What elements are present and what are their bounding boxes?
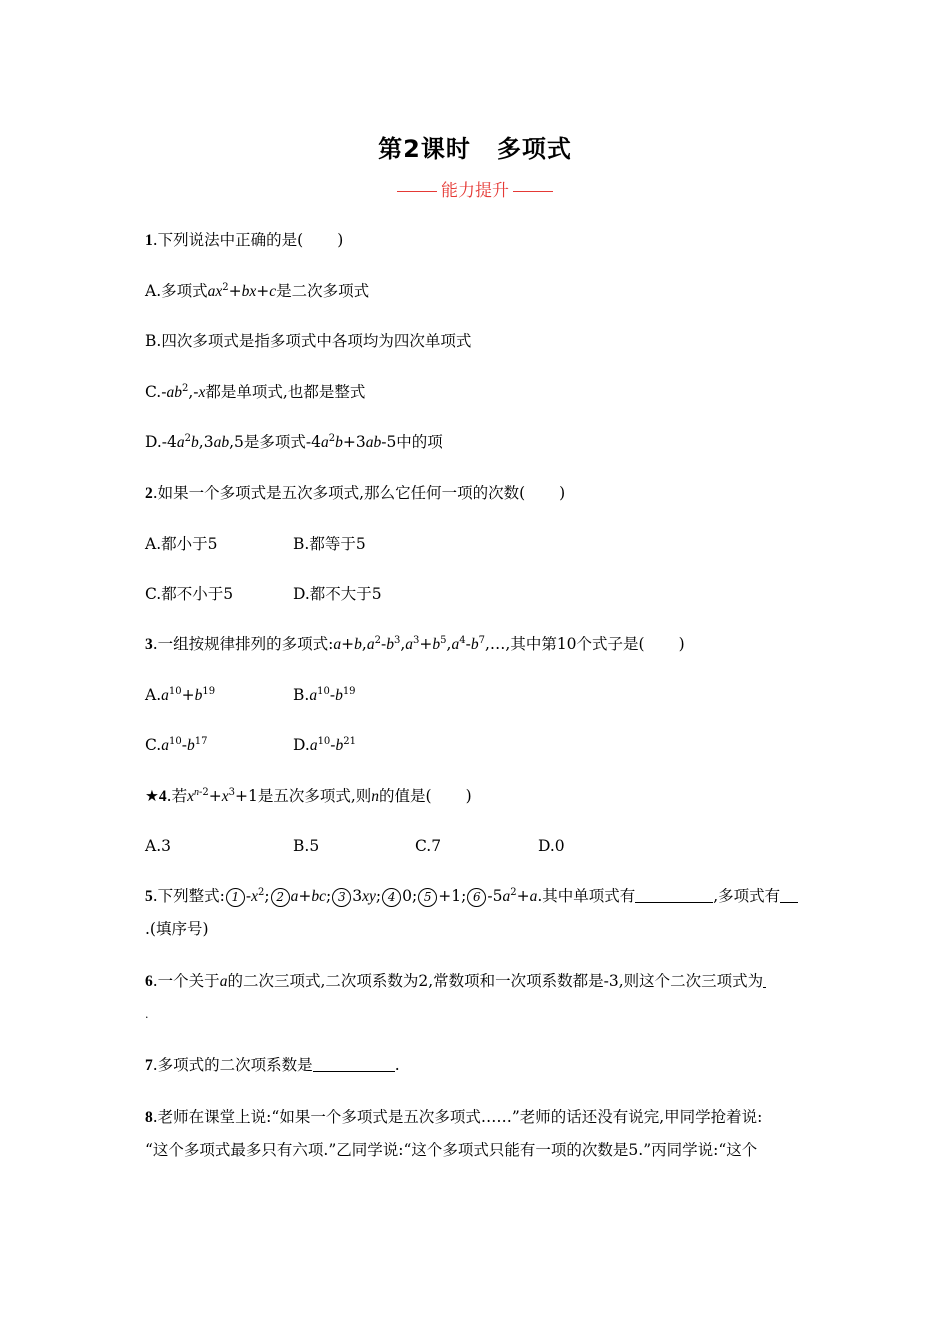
q1-option-d: $D.-4a^2b,3ab,5$是多项式$-4a^2b+3ab-5$中的项 bbox=[145, 433, 443, 451]
q1-option-a: A.多项式$ax^2+bx+c$是二次多项式 bbox=[145, 282, 370, 300]
question-6: 6.一个关于a的二次三项式,二次项系数为2,常数项和一次项系数都是-3,则这个二次三项式为 bbox=[145, 970, 766, 993]
question-8: 8.老师在课堂上说:“如果一个多项式是五次多项式……”老师的话还没有说完,甲同学抢着说: bbox=[145, 1108, 763, 1126]
question-3: 3.一组按规律排列的多项式$:a+b,a^2-b^3,a^3+b^5,a^4-b^7,\dots$,其中第10个式子是( ) bbox=[145, 635, 685, 653]
q2-option-b: B.都等于5 bbox=[293, 535, 366, 553]
question-4: ★4.若$x^{n-2}+x^3+1$是五次多项式,则n的值是( ) bbox=[145, 787, 472, 805]
question-7: 7.多项式的二次项系数是 . bbox=[145, 1056, 400, 1074]
q4-option-c: C.7 bbox=[415, 837, 442, 855]
q3-option-b: $B.a^{10}-b^{19}$ bbox=[293, 686, 356, 704]
question-1: 1.下列说法中正确的是( ) bbox=[145, 231, 344, 249]
q4-option-a: A.3 bbox=[145, 837, 171, 855]
q2-option-c: C.都不小于5 bbox=[145, 585, 234, 603]
q4-option-b: B.5 bbox=[293, 837, 320, 855]
page-title: 第2课时 多项式 bbox=[378, 135, 572, 163]
q1-option-c: $C.-ab^2,-x$都是单项式,也都是整式 bbox=[145, 383, 366, 401]
question-6-cont: . bbox=[145, 1008, 149, 1021]
circled-number: 4 bbox=[382, 888, 401, 907]
question-5-cont: .(填序号) bbox=[145, 920, 209, 938]
q2-option-a: A.都小于5 bbox=[145, 535, 218, 553]
q3-option-d: $D.a^{10}-b^{21}$ bbox=[293, 736, 357, 754]
left-dash bbox=[397, 191, 437, 192]
section-label: 能力提升 bbox=[0, 176, 950, 201]
circled-number: 3 bbox=[332, 888, 351, 907]
star-icon: ★ bbox=[145, 787, 159, 805]
q1-option-b: B.四次多项式是指多项式中各项均为四次单项式 bbox=[145, 332, 472, 350]
question-2: 2.如果一个多项式是五次多项式,那么它任何一项的次数( ) bbox=[145, 484, 566, 502]
circled-number: 2 bbox=[271, 888, 290, 907]
q4-option-d: D.0 bbox=[538, 837, 565, 855]
answer-blank[interactable] bbox=[763, 987, 766, 988]
question-8-cont: “这个多项式最多只有六项.”乙同学说:“这个多项式只能有一项的次数是5.”丙同学说:“这个 bbox=[145, 1141, 758, 1159]
circled-number: 1 bbox=[226, 888, 245, 907]
answer-blank[interactable] bbox=[635, 902, 713, 903]
circled-number: 5 bbox=[418, 888, 437, 907]
q3-option-a: $A.a^{10}+b^{19}$ bbox=[145, 686, 216, 704]
answer-blank[interactable] bbox=[313, 1071, 395, 1072]
answer-blank[interactable] bbox=[780, 902, 798, 903]
q2-option-d: D.都不大于5 bbox=[293, 585, 382, 603]
q3-option-c: $C.a^{10}-b^{17}$ bbox=[145, 736, 208, 754]
question-5: 5.下列整式: 1 $-x^2$; 2 a+bc; 3 3xy; 4 0; 5 +1; 6 $-5a^2+a$.其中单项式有 ,多项式有 bbox=[145, 885, 798, 908]
circled-number: 6 bbox=[467, 888, 486, 907]
right-dash bbox=[513, 191, 553, 192]
